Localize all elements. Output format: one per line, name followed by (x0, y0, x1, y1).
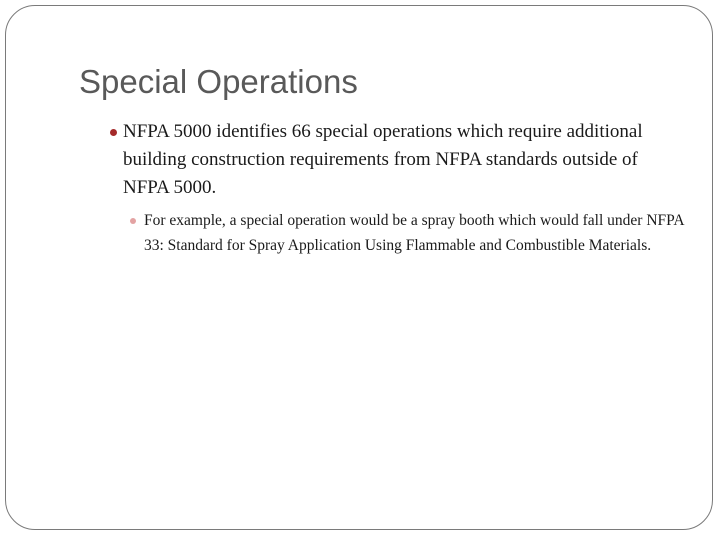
sub-bullet-dot-icon (130, 218, 136, 224)
bullet-level-2 (126, 208, 684, 258)
slide-body (105, 118, 685, 258)
bullet-dot-icon (110, 129, 117, 136)
slide-title: Special Operations (79, 63, 358, 100)
bullet-level-1 (105, 118, 685, 202)
sub-bullet-text: For example, a special operation would be a spray booth which would fall under NFPA 33: Standard for Spray Application Using Flammable and Combustible Materials. (144, 212, 684, 254)
bullet-text: NFPA 5000 identifies 66 special operations which require additional building construction requirements from NFPA standards outside of NFPA 5000. (123, 121, 643, 198)
